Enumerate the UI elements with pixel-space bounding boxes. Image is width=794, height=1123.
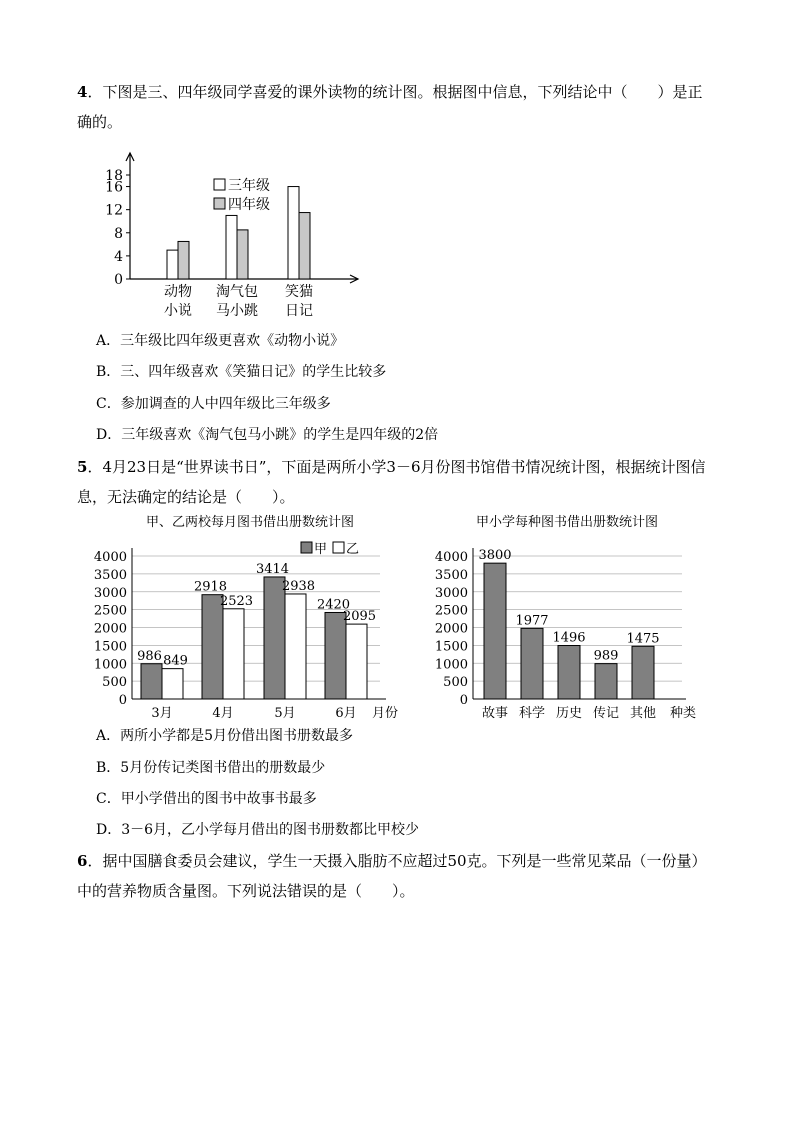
data-label: 2420 [316, 597, 351, 613]
y-tick-label: 0 [114, 272, 123, 288]
legend-swatch [214, 179, 225, 190]
y-tick-label: 3000 [93, 585, 127, 601]
legend-label: 甲 [314, 542, 328, 557]
y-tick-label: 2000 [93, 621, 127, 637]
data-label: 2523 [219, 593, 254, 609]
bar [346, 624, 367, 699]
x-tick-label: 科学 [518, 706, 546, 721]
data-label: 1496 [552, 630, 586, 646]
data-label: 3800 [478, 548, 512, 564]
option-c[interactable]: C．参加调查的人中四年级比三年级多 [96, 396, 331, 412]
bar [632, 646, 654, 699]
y-tick-label: 2500 [434, 603, 468, 619]
x-tick-label: 4月 [212, 706, 234, 721]
question-text: ．4月23日是“世界读书日”，下面是两所小学3－6月份图书馆借书情况统计图，根据统计图信息，无法确定的结论是（ ）。 [77, 458, 706, 506]
data-label: 1475 [626, 631, 660, 647]
bar [288, 187, 299, 279]
bar [558, 646, 580, 699]
legend-swatch [214, 198, 225, 209]
y-tick-label: 0 [118, 693, 127, 708]
y-tick-label: 1000 [434, 657, 468, 673]
bar [264, 577, 285, 699]
y-tick-label: 1500 [434, 639, 468, 655]
legend-label: 四年级 [228, 197, 270, 213]
bar [521, 628, 543, 699]
data-label: 3414 [255, 561, 290, 577]
question-number: 6 [77, 852, 88, 870]
data-label: 989 [593, 648, 619, 664]
x-axis-label: 种类 [670, 706, 697, 721]
y-tick-label: 2500 [93, 603, 127, 619]
option-b[interactable]: B．三、四年级喜欢《笑猫日记》的学生比较多 [96, 364, 387, 380]
y-tick-label: 8 [114, 225, 123, 242]
data-label: 2918 [193, 579, 228, 595]
chart-title: 甲、乙两校每月图书借出册数统计图 [145, 515, 355, 530]
chart-title: 甲小学每种图书借出册数统计图 [475, 515, 659, 530]
x-tick-label: 其他 [629, 706, 657, 721]
legend-label: 三年级 [228, 178, 270, 194]
data-label: 2095 [342, 609, 377, 625]
y-tick-label: 500 [102, 675, 127, 691]
y-tick-label: 3500 [93, 567, 127, 583]
monthly-borrowing-bar-chart [90, 510, 410, 722]
option-a[interactable]: A．三年级比四年级更喜欢《动物小说》 [96, 333, 345, 349]
y-tick-label: 500 [443, 675, 468, 691]
reading-preference-bar-chart [100, 145, 380, 320]
x-tick-label: 6月 [335, 706, 357, 721]
question-4 [77, 77, 717, 137]
bar [202, 595, 223, 699]
x-axis-label: 月份 [372, 706, 399, 721]
data-label: 2938 [281, 578, 316, 594]
question-text: ．下图是三、四年级同学喜爱的课外读物的统计图。根据图中信息，下列结论中（ ）是正确的。 [77, 83, 703, 131]
book-type-bar-chart [432, 510, 702, 722]
y-tick-label: 4 [114, 248, 123, 265]
bar [141, 664, 162, 699]
question-6 [77, 846, 717, 906]
option-a[interactable]: A．两所小学都是5月份借出图书册数最多 [96, 728, 354, 744]
x-tick-label: 淘气包 [216, 284, 258, 300]
y-tick-label: 16 [105, 179, 123, 196]
y-tick-label: 12 [105, 202, 123, 219]
data-label: 986 [137, 648, 162, 664]
x-tick-label: 历史 [555, 706, 583, 721]
y-tick-label: 0 [459, 693, 468, 708]
bar [167, 250, 178, 279]
x-tick-label: 故事 [481, 706, 509, 721]
bar [299, 213, 310, 279]
bar [226, 215, 237, 279]
data-label: 1977 [515, 613, 549, 629]
legend-swatch [301, 542, 312, 553]
question-number: 5 [77, 458, 88, 476]
option-b[interactable]: B．5月份传记类图书借出的册数最少 [96, 760, 326, 776]
y-tick-label: 1000 [93, 657, 127, 673]
y-tick-label: 18 [105, 168, 123, 184]
question-text: ．据中国膳食委员会建议，学生一天摄入脂肪不应超过50克。下列是一些常见菜品（一份量）中的营养物质含量图。下列说法错误的是（ ）。 [77, 852, 707, 900]
bar [325, 612, 346, 699]
x-tick-label: 动物 [164, 284, 192, 300]
option-d[interactable]: D．3－6月，乙小学每月借出的图书册数都比甲校少 [96, 822, 420, 838]
bar [595, 664, 617, 699]
x-tick-label: 5月 [274, 706, 296, 721]
bar [285, 594, 306, 699]
x-tick-label: 小说 [164, 303, 192, 319]
bar [178, 241, 189, 279]
question-5 [77, 452, 717, 512]
x-tick-label: 3月 [151, 706, 173, 721]
x-tick-label: 日记 [285, 303, 313, 319]
bar [223, 609, 244, 699]
option-d[interactable]: D．三年级喜欢《淘气包马小跳》的学生是四年级的2倍 [96, 427, 439, 443]
y-tick-label: 2000 [434, 621, 468, 637]
x-tick-label: 笑猫 [285, 284, 313, 300]
y-tick-label: 3000 [434, 585, 468, 601]
data-label: 849 [163, 653, 188, 669]
option-c[interactable]: C．甲小学借出的图书中故事书最多 [96, 791, 317, 807]
bar [162, 669, 183, 699]
question-number: 4 [77, 83, 88, 101]
y-tick-label: 1500 [93, 639, 127, 655]
x-tick-label: 传记 [592, 706, 620, 721]
bar [484, 563, 506, 699]
legend-swatch [333, 542, 344, 553]
y-tick-label: 4000 [93, 550, 127, 565]
legend-label: 乙 [346, 542, 360, 557]
y-tick-label: 3500 [434, 567, 468, 583]
bar [237, 230, 248, 279]
y-tick-label: 4000 [434, 550, 468, 565]
x-tick-label: 马小跳 [216, 303, 258, 319]
